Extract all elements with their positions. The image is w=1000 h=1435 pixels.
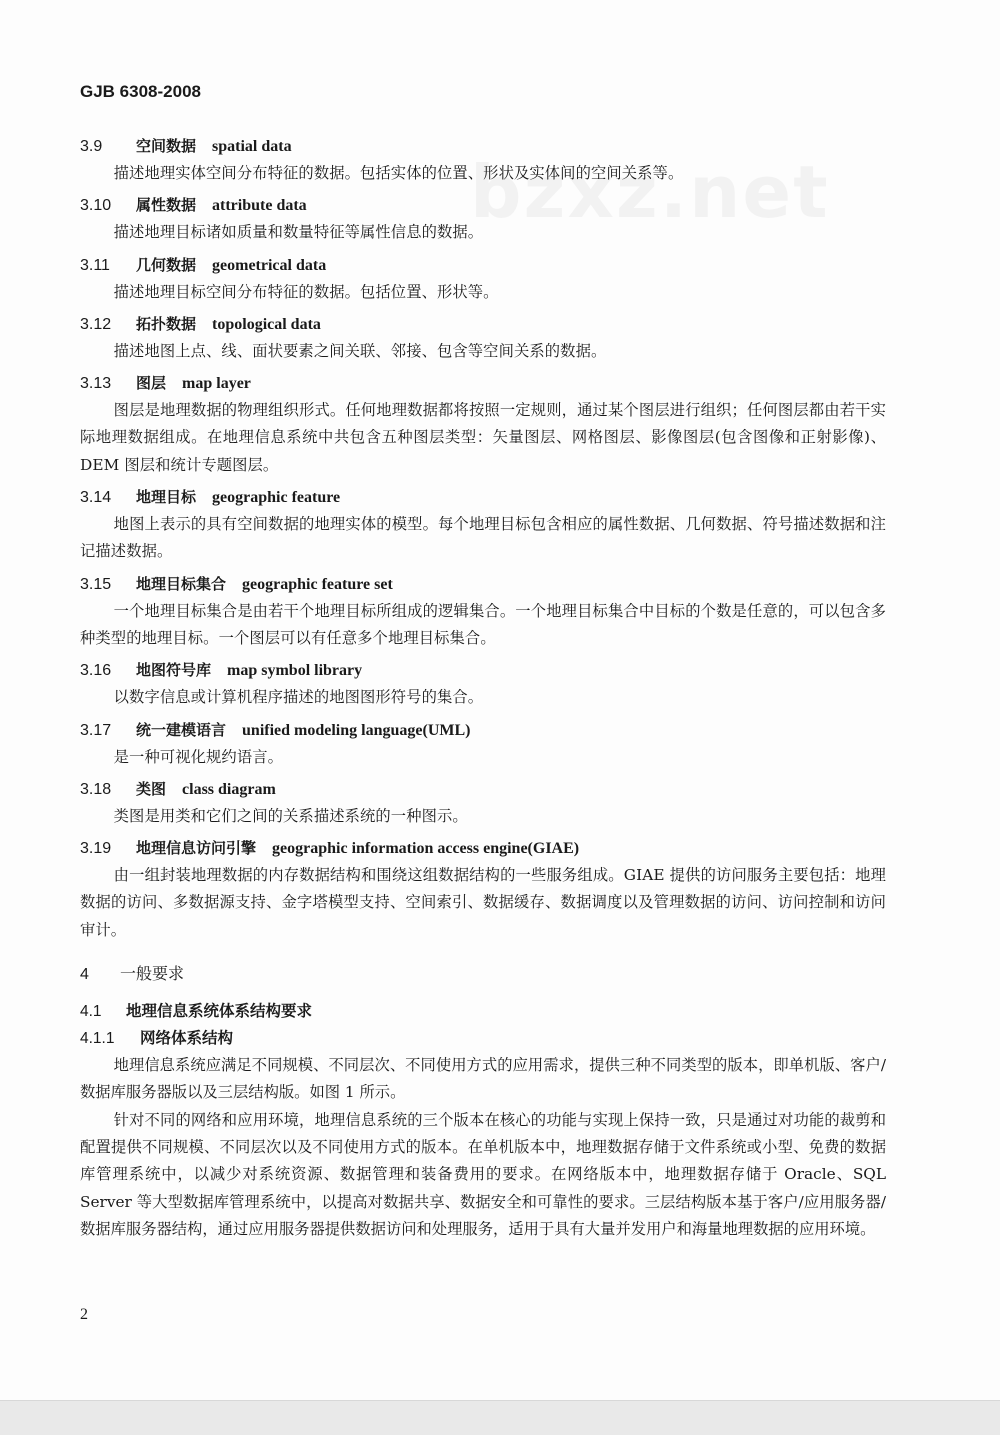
viewer-bottom-bar bbox=[0, 1400, 1000, 1435]
term-number: 3.19 bbox=[80, 840, 112, 858]
term-english: geometrical data bbox=[212, 256, 327, 274]
term-number: 3.17 bbox=[80, 721, 112, 739]
definition-paragraph: 是一种可视化规约语言。 bbox=[113, 747, 284, 766]
section-heading bbox=[80, 960, 886, 988]
section-number: 4 bbox=[80, 966, 89, 984]
term-definition bbox=[80, 338, 886, 365]
definition-paragraph: 描述地理目标空间分布特征的数据。包括位置、形状等。 bbox=[113, 282, 499, 301]
definition-paragraph: 一个地理目标集合是由若干个地理目标所组成的逻辑集合。一个地理目标集合中目标的个数是任意的，可以包含多种类型的地理目标。一个图层可以有任意多个地理目标集合。 bbox=[80, 601, 886, 647]
term-number: 3.15 bbox=[80, 575, 112, 593]
term-definition bbox=[80, 862, 886, 944]
term-chinese: 属性数据 bbox=[136, 196, 197, 215]
term-definition bbox=[80, 803, 886, 830]
term-english: spatial data bbox=[212, 138, 292, 155]
subsection-number: 4.1 bbox=[80, 1003, 102, 1021]
term-chinese: 拓扑数据 bbox=[136, 314, 197, 333]
term-chinese: 几何数据 bbox=[136, 255, 197, 274]
term-number: 3.10 bbox=[80, 197, 112, 215]
term-chinese: 统一建模语言 bbox=[136, 720, 227, 739]
term-english: map symbol library bbox=[227, 662, 363, 680]
term-heading bbox=[80, 834, 886, 862]
definition-paragraph: 类图是用类和它们之间的关系描述系统的一种图示。 bbox=[113, 806, 468, 825]
term-number: 3.11 bbox=[80, 256, 110, 274]
subsection-title: 地理信息系统体系结构要求 bbox=[126, 1002, 313, 1021]
body-paragraph: 地理信息系统应满足不同规模、不同层次、不同使用方式的应用需求，提供三种不同类型的版本，即单机版、客户/数据库服务器版以及三层结构版。如图 1 所示。 bbox=[80, 1056, 886, 1102]
definition-paragraph: 图层是地理数据的物理组织形式。任何地理数据都将按照一定规则，通过某个图层进行组织；任何图层都由若干实际地理数据组成。在地理信息系统中共包含五种图层类型：矢量图层、网格图层、影像图层(包含图像和正射影像)、DEM 图层和统计专题图层。 bbox=[80, 401, 886, 474]
term-english: attribute data bbox=[212, 197, 307, 215]
term-english: geographic feature set bbox=[242, 575, 393, 593]
page-content bbox=[80, 128, 886, 1243]
section-title: 一般要求 bbox=[120, 964, 185, 984]
terms-list bbox=[80, 132, 886, 944]
term-definition bbox=[80, 511, 886, 566]
term-definition bbox=[80, 219, 886, 246]
term-definition bbox=[80, 598, 886, 653]
term-definition bbox=[80, 279, 886, 306]
term-heading bbox=[80, 251, 886, 279]
subsubsection-title: 网络体系结构 bbox=[140, 1029, 234, 1048]
term-english: topological data bbox=[212, 315, 321, 333]
term-heading bbox=[80, 716, 886, 744]
term-heading bbox=[80, 132, 886, 160]
definition-paragraph: 描述地理实体空间分布特征的数据。包括实体的位置、形状及实体间的空间关系等。 bbox=[113, 164, 684, 182]
term-definition bbox=[80, 160, 886, 187]
term-heading bbox=[80, 191, 886, 219]
term-chinese: 地理目标 bbox=[136, 488, 197, 507]
term-chinese: 空间数据 bbox=[136, 137, 197, 155]
term-chinese: 图层 bbox=[136, 374, 167, 393]
document-id: GJB 6308-2008 bbox=[80, 82, 201, 101]
term-english: unified modeling language(UML) bbox=[242, 721, 471, 739]
page-number: 2 bbox=[80, 1306, 88, 1323]
term-english: geographic information access engine(GIAE) bbox=[272, 840, 580, 858]
subsubsection-number: 4.1.1 bbox=[80, 1030, 115, 1048]
definition-paragraph: 由一组封装地理数据的内存数据结构和围绕这组数据结构的一些服务组成。GIAE 提供的访问服务主要包括：地理数据的访问、多数据源支持、金字塔模型支持、空间索引、数据缓存、数据调度以及管理数据的访问、访问控制和访问审计。 bbox=[80, 866, 886, 939]
body-paragraph: 针对不同的网络和应用环境，地理信息系统的三个版本在核心的功能与实现上保持一致，只是通过对功能的裁剪和配置提供不同规模、不同层次以及不同使用方式的版本。在单机版本中，地理数据存储于文件系统或小型、免费的数据库管理系统中，以减少对系统资源、数据管理和装备费用的要求。在网络版本中，地理数据存储于 Oracle、SQL Server 等大型数据库管理系统中，以提高对数据共享、数据安全和可靠性的要求。三层结构版本基于客户/应用服务器/数据库服务器结构，通过应用服务器提供数据访问和处理服务，适用于具有大量并发用户和海量地理数据的应用环境。 bbox=[80, 1110, 886, 1238]
term-number: 3.12 bbox=[80, 315, 112, 333]
term-chinese: 地理信息访问引擎 bbox=[136, 839, 257, 858]
definition-paragraph: 描述地图上点、线、面状要素之间关联、邻接、包含等空间关系的数据。 bbox=[113, 341, 607, 360]
term-chinese: 地理目标集合 bbox=[136, 574, 227, 593]
term-heading bbox=[80, 775, 886, 803]
term-english: class diagram bbox=[182, 780, 276, 798]
subsection-heading bbox=[80, 998, 886, 1025]
term-definition bbox=[80, 397, 886, 479]
definition-paragraph: 以数字信息或计算机程序描述的地图图形符号的集合。 bbox=[113, 688, 484, 707]
term-chinese: 地图符号库 bbox=[136, 661, 212, 680]
term-english: geographic feature bbox=[212, 489, 341, 507]
term-heading bbox=[80, 570, 886, 598]
term-heading bbox=[80, 310, 886, 338]
term-number: 3.16 bbox=[80, 662, 112, 680]
term-english: map layer bbox=[182, 375, 251, 393]
term-definition bbox=[80, 744, 886, 771]
term-number: 3.18 bbox=[80, 780, 112, 798]
subsubsection-heading bbox=[80, 1025, 886, 1052]
definition-paragraph: 地图上表示的具有空间数据的地理实体的模型。每个地理目标包含相应的属性数据、几何数据、符号描述数据和注记描述数据。 bbox=[80, 515, 886, 561]
term-heading bbox=[80, 483, 886, 511]
term-definition bbox=[80, 684, 886, 711]
term-chinese: 类图 bbox=[136, 779, 167, 798]
term-number: 3.13 bbox=[80, 375, 112, 393]
term-number: 3.14 bbox=[80, 489, 112, 507]
definition-paragraph: 描述地理目标诸如质量和数量特征等属性信息的数据。 bbox=[113, 223, 484, 242]
term-heading bbox=[80, 369, 886, 397]
term-number: 3.9 bbox=[80, 138, 103, 155]
term-heading bbox=[80, 656, 886, 684]
